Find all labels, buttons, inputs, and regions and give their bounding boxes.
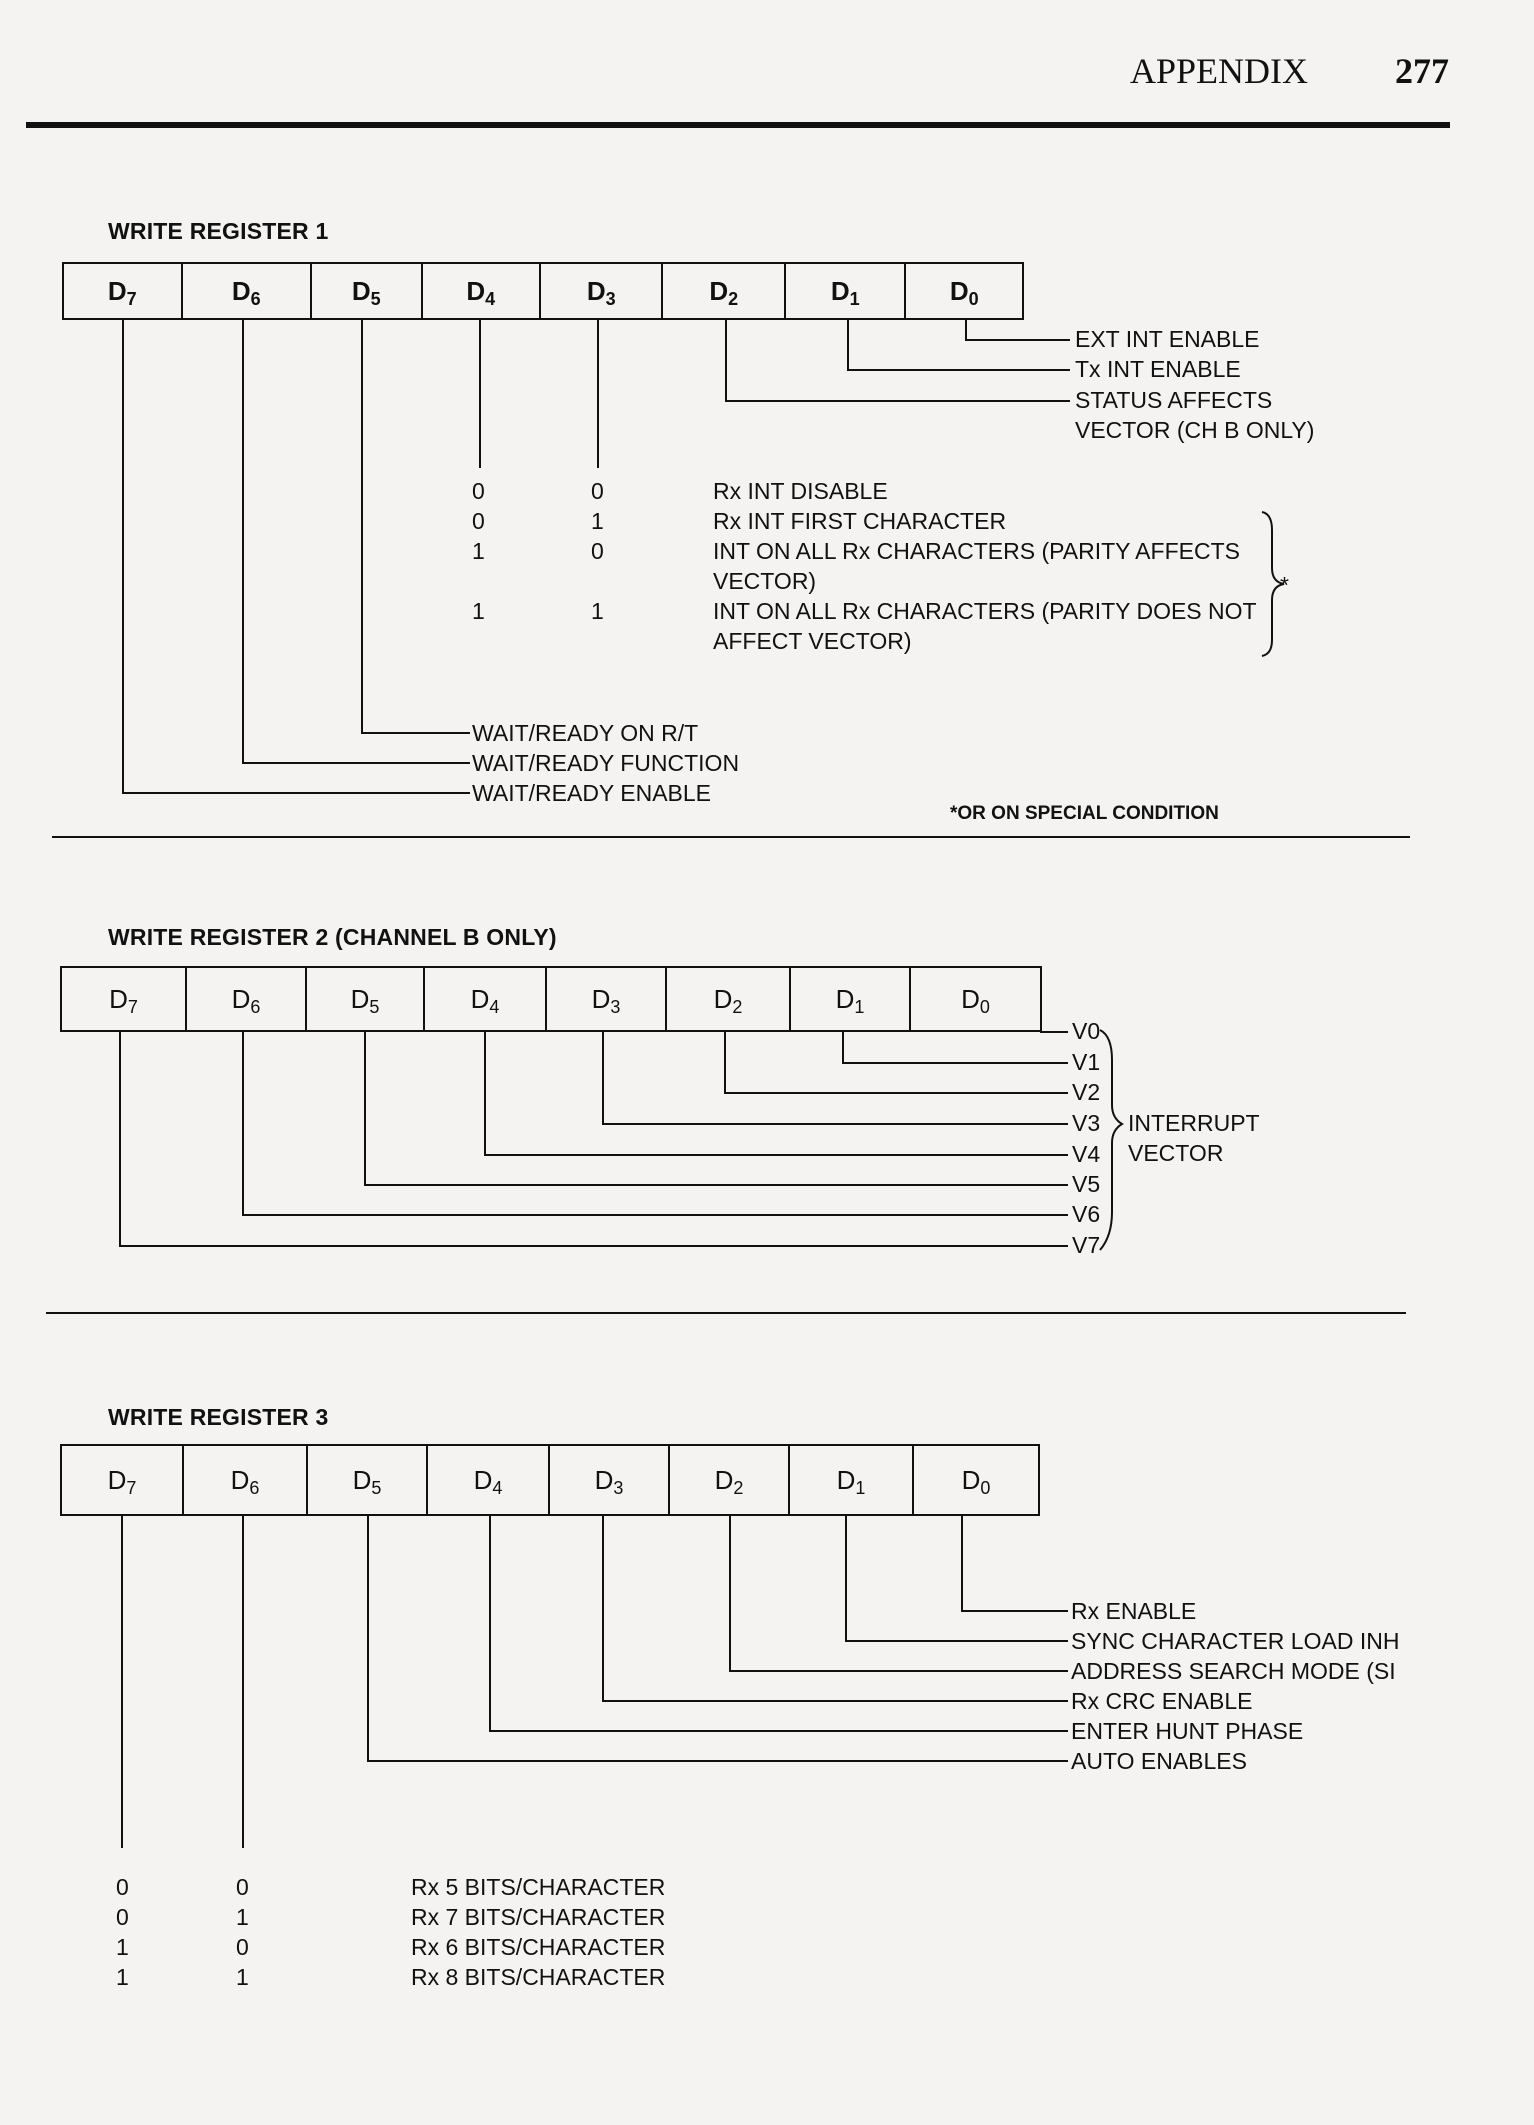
wr3-bit-d3: D 3	[550, 1446, 670, 1514]
wr1-brace-asterisk: *	[1280, 572, 1289, 598]
wr1-mode-1-text: Rx INT FIRST CHARACTER	[713, 508, 1007, 534]
wr2-bit-d3: D 3	[547, 968, 667, 1030]
wr3-bit-d6: D 6	[184, 1446, 308, 1514]
wr3-label-auto-enables: AUTO ENABLES	[1071, 1748, 1247, 1774]
wr1-status-affects-label-2: VECTOR (CH B ONLY)	[1075, 417, 1315, 443]
wr3-label-address-search: ADDRESS SEARCH MODE (SI	[1071, 1658, 1396, 1684]
wr2-vector-v3: V3	[1072, 1110, 1101, 1136]
wr3-mode-2-text: Rx 6 BITS/CHARACTER	[411, 1934, 666, 1960]
wr2-bit-d6: D 6	[187, 968, 307, 1030]
wr1-mode-1-d3: 1	[591, 508, 604, 534]
wr2-vector-v2: V2	[1072, 1079, 1101, 1105]
wr2-vector-v6: V6	[1072, 1201, 1101, 1227]
wr2-vector-v5: V5	[1072, 1171, 1101, 1197]
wr1-tx-int-enable-label: Tx INT ENABLE	[1075, 356, 1241, 382]
wr1-mode-2-text-cont: VECTOR)	[713, 568, 817, 594]
wr1-bit-d4: D 4	[423, 264, 542, 318]
wr1-bit-d1: D 1	[786, 264, 907, 318]
wr3-mode-1-text: Rx 7 BITS/CHARACTER	[411, 1904, 666, 1930]
wr2-bit-d0: D 0	[961, 983, 990, 1017]
wr1-mode-3-text: INT ON ALL Rx CHARACTERS (PARITY DOES NOT	[713, 598, 1257, 624]
wr1-wait-ready-function-label: WAIT/READY FUNCTION	[472, 750, 740, 776]
wr3-bit-d0: D 0	[961, 1464, 991, 1498]
wr2-bit-d2: D 2	[667, 968, 791, 1030]
wr1-wait-ready-rt-label: WAIT/READY ON R/T	[472, 720, 699, 746]
wr2-vector-v4: V4	[1072, 1141, 1101, 1167]
wr1-mode-2-text: INT ON ALL Rx CHARACTERS (PARITY AFFECTS	[713, 538, 1240, 564]
wr1-bit-d7: D 7	[64, 264, 183, 318]
wr2-bit-d1: D 1	[791, 968, 911, 1030]
wr2-title: WRITE REGISTER 2 (CHANNEL B ONLY)	[108, 924, 557, 950]
wr1-mode-0-d4: 0	[472, 478, 485, 504]
wr3-bit-d4: D 4	[428, 1446, 550, 1514]
wr3-mode-0-d7: 0	[116, 1874, 129, 1900]
wr1-bit-d5: D 5	[312, 264, 423, 318]
wr3-mode-3-d7: 1	[116, 1964, 129, 1990]
wr3-label-enter-hunt: ENTER HUNT PHASE	[1071, 1718, 1304, 1744]
wr1-mode-0-text: Rx INT DISABLE	[713, 478, 888, 504]
wr3-mode-0-text: Rx 5 BITS/CHARACTER	[411, 1874, 666, 1900]
wr1-title: WRITE REGISTER 1	[108, 218, 329, 244]
wr3-label-rx-enable: Rx ENABLE	[1071, 1598, 1197, 1624]
wr3-mode-1-d6: 1	[236, 1904, 249, 1930]
wr1-mode-0-d3: 0	[591, 478, 604, 504]
wr3-label-rx-crc-enable: Rx CRC ENABLE	[1071, 1688, 1253, 1714]
wr1-mode-1-d4: 0	[472, 508, 485, 534]
wr3-mode-0-d6: 0	[236, 1874, 249, 1900]
wr1-mode-3-text-cont: AFFECT VECTOR)	[713, 628, 912, 654]
running-header-title: APPENDIX	[1130, 51, 1309, 91]
wr1-footnote: *OR ON SPECIAL CONDITION	[950, 803, 1219, 824]
wr3-mode-3-d6: 1	[236, 1964, 249, 1990]
wr1-mode-3-d3: 1	[591, 598, 604, 624]
wr1-mode-2-d3: 0	[591, 538, 604, 564]
wr1-bit-d3: D 3	[541, 264, 663, 318]
wr1-bit-d6: D 6	[183, 264, 312, 318]
wr1-bit-d2: D 2	[663, 264, 785, 318]
wr1-mode-2-d4: 1	[472, 538, 485, 564]
page-number: 277	[1395, 51, 1449, 91]
wr3-bit-d2: D 2	[670, 1446, 790, 1514]
wr3-title: WRITE REGISTER 3	[108, 1404, 329, 1430]
wr1-ext-int-enable-label: EXT INT ENABLE	[1075, 326, 1260, 352]
wr3-mode-3-text: Rx 8 BITS/CHARACTER	[411, 1964, 666, 1990]
wr3-label-sync-char-load: SYNC CHARACTER LOAD INH	[1071, 1628, 1400, 1654]
wr3-bit-d7: D 7	[62, 1446, 184, 1514]
wr3-mode-1-d7: 0	[116, 1904, 129, 1930]
wr2-vector-v7: V7	[1072, 1232, 1101, 1258]
wr1-mode-3-d4: 1	[472, 598, 485, 624]
wr1-wait-ready-enable-label: WAIT/READY ENABLE	[472, 780, 712, 806]
wr3-bit-d5: D 5	[308, 1446, 428, 1514]
wr2-vector-v0: V0	[1072, 1018, 1101, 1044]
wr2-vector-label: VECTOR	[1128, 1140, 1224, 1166]
wr3-mode-2-d6: 0	[236, 1934, 249, 1960]
wr2-bit-d5: D 5	[307, 968, 425, 1030]
wr2-bit-d7: D 7	[62, 968, 187, 1030]
wr2-interrupt-label: INTERRUPT	[1128, 1110, 1260, 1136]
wr1-status-affects-label: STATUS AFFECTS	[1075, 387, 1273, 413]
wr1-bit-d0: D 0	[949, 275, 979, 309]
wr3-mode-2-d7: 1	[116, 1934, 129, 1960]
wr3-bit-d1: D 1	[790, 1446, 914, 1514]
wr2-bit-d4: D 4	[425, 968, 547, 1030]
wr2-vector-v1: V1	[1072, 1049, 1101, 1075]
